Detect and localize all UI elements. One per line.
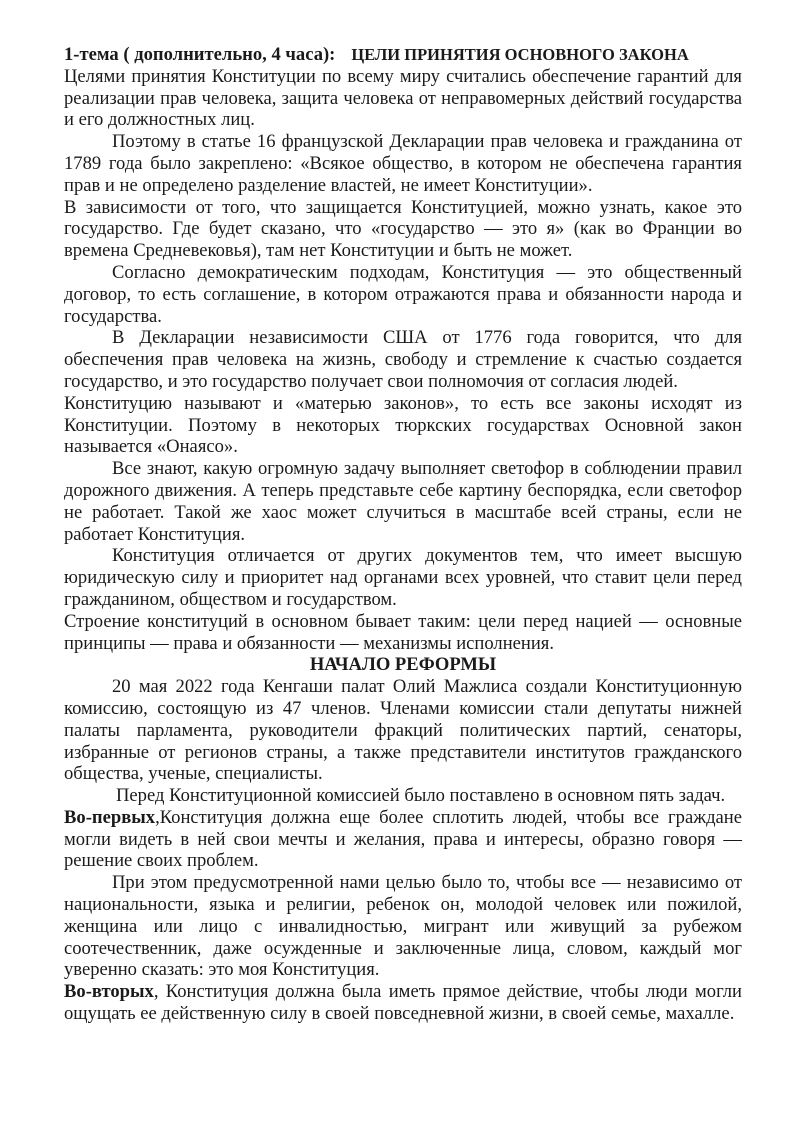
paragraph-4: Согласно демократическим подходам, Конституция — это общественный договор, то есть соглашение, в котором отражаются права и обязанности народа и государства.: [64, 261, 742, 327]
paragraph-1: Целями принятия Конституции по всему миру считались обеспечение гарантий для реализации прав человека, защита человека от неправомерных действий государства и его должностных лиц.: [64, 65, 742, 131]
paragraph-13: При этом предусмотренной нами целью было то, чтобы все — независимо от национальности, языка и религии, ребенок он, молодой человек или пожилой, женщина или лицо с инвалидностью, мигрант или живущий за рубежом соотечественник, даже осужденные и заключенные лица, словом, каждый мог уверенно сказать: это моя Конституция.: [64, 872, 742, 981]
topic-title: ЦЕЛИ ПРИНЯТИЯ ОСНОВНОГО ЗАКОНА: [351, 45, 689, 64]
paragraph-12-text: ,Конституция должна еще более сплотить людей, чтобы все граждане могли видеть в ней свои мечты и желания, права и интересы, образно говоря — решение своих проблем.: [64, 806, 742, 872]
paragraph-9: Строение конституций в основном бывает таким: цели перед нацией — основные принципы — права и обязанности — механизмы исполнения.: [64, 610, 742, 654]
paragraph-7: Все знают, какую огромную задачу выполняет светофор в соблюдении правил дорожного движения. А теперь представьте себе картину беспорядка, если светофор не работает. Такой же хаос может случиться в масштабе всей страны, если не работает Конституция.: [64, 458, 742, 545]
paragraph-3: В зависимости от того, что защищается Конституцией, можно узнать, какое это государство. Где будет сказано, что «государство — это я» (как во Франции во времена Средневековья), там нет Конституции и быть не может.: [64, 196, 742, 262]
paragraph-11: Перед Конституционной комиссией было поставлено в основном пять задач.: [116, 785, 726, 807]
topic-label: 1-тема ( дополнительно, 4 часа):: [64, 44, 336, 65]
paragraph-12-lead: Во-первых: [64, 806, 156, 828]
paragraph-10: 20 мая 2022 года Кенгаши палат Олий Мажлиса создали Конституционную комиссию, состоящую из 47 членов. Членами комиссии стали депутаты нижней палаты парламента, руководители фракций политических партий, сенаторы, избранные от регионов страны, а также представители институтов гражданского общества, ученые, специалисты.: [64, 676, 742, 785]
topic-heading: [64, 44, 742, 66]
document-page: [64, 44, 742, 1025]
paragraph-5: В Декларации независимости США от 1776 года говорится, что для обеспечения прав человека на жизнь, свободу и стремление к счастью создается государство, и это государство получает свои полномочия от согласия людей.: [64, 327, 742, 392]
paragraph-14: [64, 981, 742, 1025]
paragraph-8: Конституция отличается от других документов тем, что имеет высшую юридическую силу и приоритет над органами всех уровней, что ставит цели перед гражданином, обществом и государством.: [64, 545, 742, 610]
paragraph-6: Конституцию называют и «матерью законов», то есть все законы исходят из Конституции. Поэтому в некоторых тюркских государствах Основной закон называется «Онаясо».: [64, 392, 742, 458]
paragraph-2: Поэтому в статье 16 французской Декларации прав человека и гражданина от 1789 года было закреплено: «Всякое общество, в котором не обеспечена гарантия прав и не определено разделение властей, не имеет Конституции».: [64, 131, 742, 196]
paragraph-14-lead: Во-вторых: [64, 981, 154, 1003]
section-title: НАЧАЛО РЕФОРМЫ: [309, 654, 497, 676]
paragraph-12: [64, 807, 742, 872]
paragraph-14-text: , Конституция должна была иметь прямое действие, чтобы люди могли ощущать ее действенную силу в своей повседневной жизни, в своей семье, махалле.: [64, 981, 742, 1025]
